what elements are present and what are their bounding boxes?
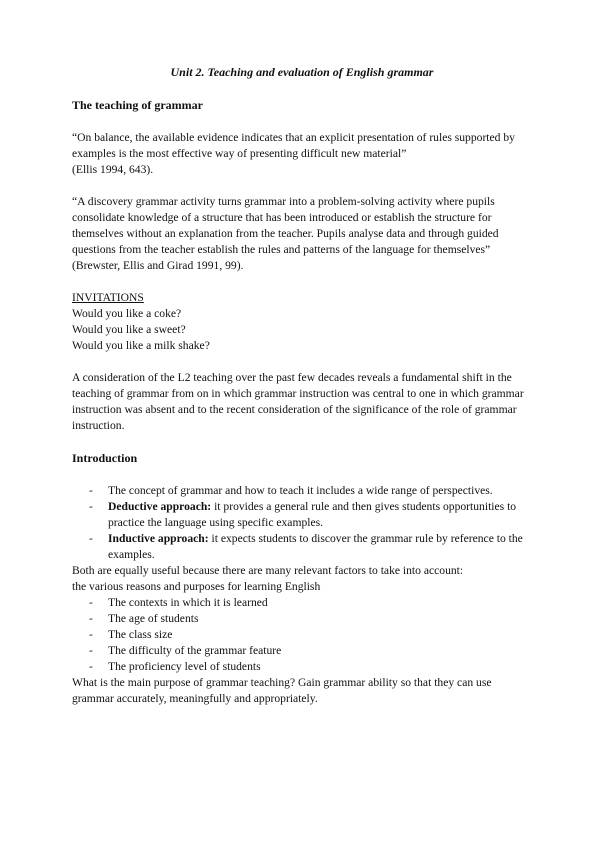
- list-item: - The contexts in which it is learned: [72, 595, 532, 611]
- introduction-list: [72, 483, 532, 563]
- list-item-text: it expects students to discover the grammar rule by reference to the examples.: [108, 532, 523, 561]
- quote-ellis-citation: (Ellis 1994, 643).: [72, 163, 154, 176]
- section-heading-teaching-of-grammar: The teaching of grammar: [72, 98, 203, 112]
- invitation-line: Would you like a coke?: [72, 307, 182, 320]
- list-item-text: The concept of grammar and how to teach it includes a wide range of perspectives.: [108, 484, 493, 497]
- list-item-text: it provides a general rule and then gives students opportunities to practice the language using specific examples.: [108, 500, 517, 529]
- reasons-purposes-line: the various reasons and purposes for learning English: [72, 580, 321, 593]
- invitation-line: Would you like a sweet?: [72, 323, 186, 336]
- purpose-paragraph: What is the main purpose of grammar teaching? Gain grammar ability so that they can use grammar accurately, meaningfully and appropriately.: [72, 676, 492, 705]
- quote-ellis-text: “On balance, the available evidence indicates that an explicit presentation of rules supported by examples is the most effective way of presenting difficult new material”: [72, 131, 515, 160]
- factors-list: [72, 595, 532, 675]
- list-item: - The class size: [72, 627, 532, 643]
- list-item: - The difficulty of the grammar feature: [72, 643, 532, 659]
- invitation-line: Would you like a milk shake?: [72, 339, 210, 352]
- list-item-term: Inductive approach:: [108, 532, 209, 545]
- quote-ellis: [72, 130, 532, 178]
- quote-brewster-text: “A discovery grammar activity turns grammar into a problem-solving activity where pupils consolidate knowledge of a structure that has been introduced or establish the structure for themselves without an explanation from the teacher. Pupils analyse data and through guided questions from the teacher establish the rules and patterns of the language for themselves”: [72, 195, 499, 256]
- quote-brewster: [72, 194, 532, 274]
- list-item-term: Deductive approach:: [108, 500, 212, 513]
- list-item: [72, 483, 532, 499]
- list-item: [72, 499, 532, 531]
- list-item: - The proficiency level of students: [72, 659, 532, 675]
- document-page: [72, 64, 532, 707]
- quote-brewster-citation: (Brewster, Ellis and Girad 1991, 99).: [72, 259, 244, 272]
- both-useful-line: Both are equally useful because there are many relevant factors to take into account:: [72, 564, 464, 577]
- section-heading-introduction: Introduction: [72, 451, 138, 465]
- invitations-block: [72, 290, 532, 354]
- list-item: [72, 531, 532, 563]
- list-item: - The age of students: [72, 611, 532, 627]
- document-title: Unit 2. Teaching and evaluation of English grammar: [170, 65, 434, 79]
- invitations-label: INVITATIONS: [72, 291, 144, 304]
- consideration-paragraph: A consideration of the L2 teaching over the past few decades reveals a fundamental shift in the teaching of grammar from on in which grammar instruction was central to one in which grammar instruction was absent and to the recent consideration of the significance of the role of grammar instruction.: [72, 371, 524, 432]
